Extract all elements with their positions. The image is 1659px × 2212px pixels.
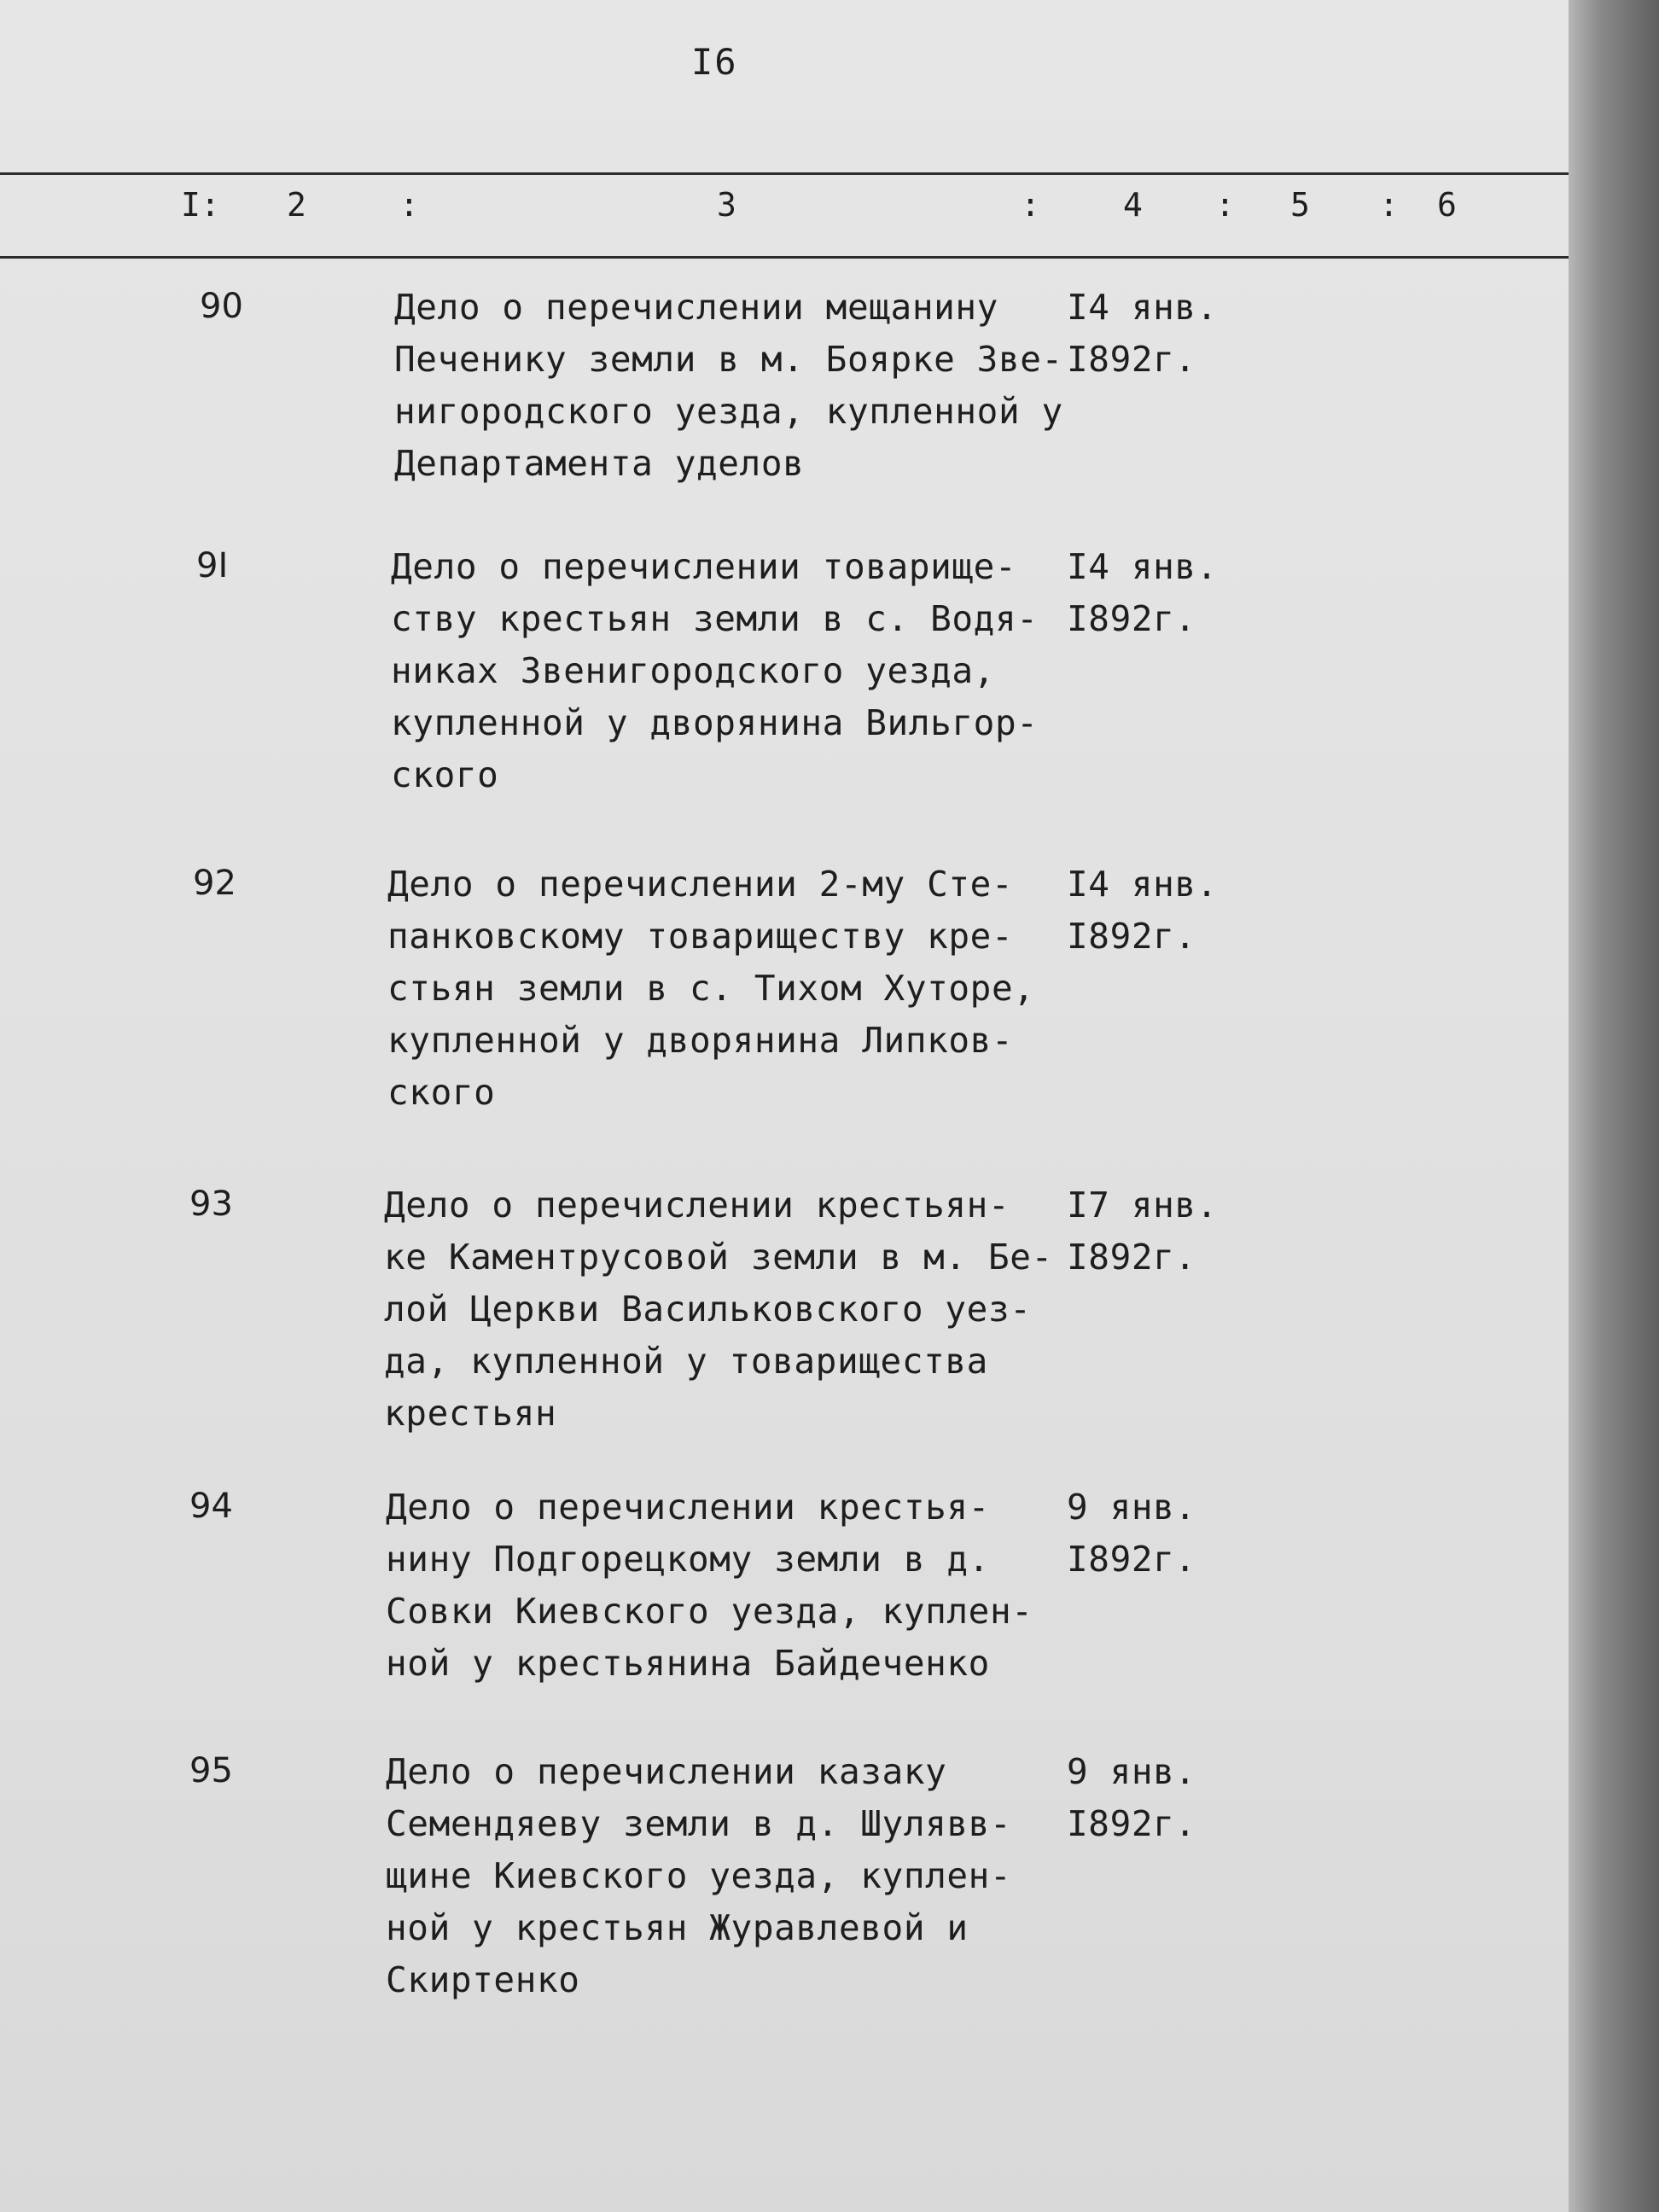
page-number: I6	[691, 41, 738, 83]
entry-description-line: ной у крестьянина Байдеченко	[386, 1643, 990, 1684]
entry-date-day: 9 янв.	[1067, 1751, 1196, 1792]
entry-description-line: ке Каментрусовой земли в м. Бе-	[384, 1237, 1053, 1278]
entry-description-line: Дело о перечислении 2-му Сте-	[387, 864, 1014, 905]
entry-date-day: 9 янв.	[1067, 1487, 1196, 1528]
entry-description-line: панковскому товариществу кре-	[387, 916, 1014, 957]
entry-number: 94	[189, 1487, 233, 1526]
column-header-6: 6	[1437, 186, 1457, 224]
entry-description-line: стьян земли в с. Тихом Хуторе,	[387, 968, 1035, 1009]
entry-description-line: Департамента уделов	[394, 443, 805, 484]
entry-description-line: да, купленной у товарищества	[384, 1341, 988, 1382]
entry-date-day: I4 янв.	[1067, 546, 1218, 587]
entry-description-line: ной у крестьян Журавлевой и	[386, 1907, 969, 1948]
entry-description-line: Дело о перечислении товарище-	[391, 546, 1017, 587]
entry-description-line: нигородского уезда, купленной у	[394, 391, 1063, 432]
entry-date-day: I4 янв.	[1067, 287, 1218, 328]
entry-description-line: лой Церкви Васильковского уез-	[384, 1289, 1032, 1330]
column-separator: :	[1021, 186, 1040, 224]
entry-description-line: купленной у дворянина Липков-	[387, 1020, 1014, 1061]
entry-description-line: никах Звенигородского уезда,	[391, 650, 995, 691]
entry-description-line: щине Киевского уезда, куплен-	[386, 1855, 1012, 1896]
entry-description-line: нину Подгорецкому земли в д.	[386, 1539, 990, 1580]
entry-description-line: Дело о перечислении мещанину	[394, 287, 998, 328]
entry-number: 90	[200, 287, 243, 326]
entry-date-year: I892г.	[1067, 1539, 1196, 1580]
entry-number: 92	[193, 864, 236, 903]
header-bottom-rule	[0, 256, 1569, 259]
entry-description-line: ского	[391, 754, 499, 795]
column-header-3: 3	[717, 186, 736, 224]
entry-description-line: Совки Киевского уезда, куплен-	[386, 1591, 1033, 1632]
entry-description-line: Скиртенко	[386, 1959, 580, 2000]
entry-description-line: Дело о перечислении крестьян-	[384, 1185, 1010, 1225]
column-header-2: 2	[287, 186, 306, 224]
entry-description-line: крестьян	[384, 1393, 557, 1434]
entry-description-line: Дело о перечислении крестья-	[386, 1487, 990, 1528]
entry-date-day: I4 янв.	[1067, 864, 1218, 905]
entry-description-line: Семендяеву земли в д. Шулявв-	[386, 1803, 1012, 1844]
column-header-4: 4	[1123, 186, 1143, 224]
entry-description-line: Печенику земли в м. Боярке Зве-	[394, 339, 1063, 380]
column-header-1: I:	[181, 186, 220, 224]
entry-date-day: I7 янв.	[1067, 1185, 1218, 1225]
column-separator: :	[399, 186, 419, 224]
column-separator: :	[1379, 186, 1399, 224]
entry-number: 9I	[196, 546, 229, 585]
entry-date-year: I892г.	[1067, 1237, 1196, 1278]
column-header-5: 5	[1290, 186, 1310, 224]
column-separator: :	[1215, 186, 1235, 224]
entry-description-line: Дело о перечислении казаку	[386, 1751, 947, 1792]
entry-description-line: ского	[387, 1072, 496, 1113]
page-edge-shadow	[1569, 0, 1659, 2212]
entry-description-line: ству крестьян земли в с. Водя-	[391, 598, 1039, 639]
entry-number: 95	[189, 1751, 233, 1790]
entry-date-year: I892г.	[1067, 339, 1196, 380]
entry-date-year: I892г.	[1067, 598, 1196, 639]
entry-date-year: I892г.	[1067, 1803, 1196, 1844]
entry-number: 93	[189, 1185, 233, 1224]
header-top-rule	[0, 172, 1569, 175]
entry-date-year: I892г.	[1067, 916, 1196, 957]
entry-description-line: купленной у дворянина Вильгор-	[391, 702, 1039, 743]
